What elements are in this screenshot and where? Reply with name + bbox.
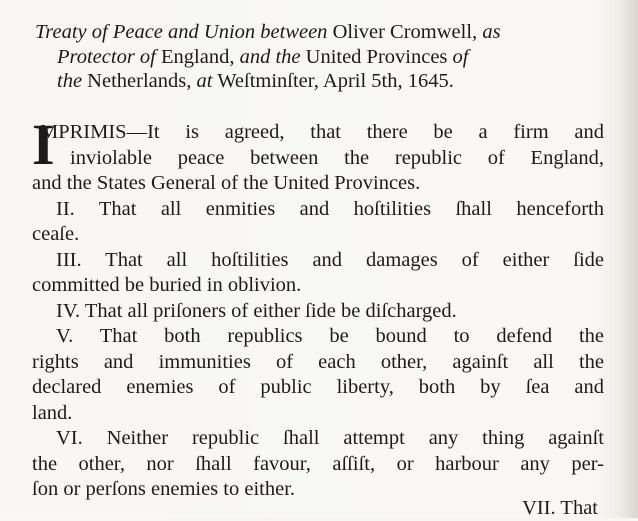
heading-line-2: Protector of England, and the United Provinces of (57, 45, 469, 68)
article-3-line-1: III. That all hoſtilities and damages of either ſide (56, 248, 604, 271)
article-5 (32, 324, 604, 426)
catchword: VII. That (522, 497, 598, 519)
heading-line-3: the Netherlands, at Weſtminſter, April 5th, 1645. (57, 70, 454, 92)
heading-line-1: Treaty of Peace and Union between Oliver Cromwell, as (35, 21, 501, 43)
drop-cap: I (32, 112, 55, 177)
article-4-line-1: IV. That all priſoners of either ſide be diſcharged. (56, 299, 457, 322)
article-2-line-1: II. That all enmities and hoſtilities ſhall henceforth (56, 197, 604, 220)
article-6-line-2: the other, nor ſhall favour, aſſiſt, or harbour any per- (32, 452, 604, 475)
treaty-articles (32, 112, 604, 503)
article-5-line-3: declared enemies of public liberty, both by ſea and (32, 376, 604, 398)
article-6-line-1: VI. Neither republic ſhall attempt any thing againſt (56, 427, 604, 449)
article-1 (32, 112, 604, 197)
article-3-line-2: committed be buried in oblivion. (32, 274, 302, 296)
article-2-line-2: ceaſe. (32, 223, 80, 245)
article-1-line-1: MPRIMIS—It is agreed, that there be a firm and (40, 121, 604, 143)
article-6-line-3: ſon or perſons enemies to either. (32, 478, 296, 500)
article-4 (32, 299, 604, 325)
article-5-line-4: land. (32, 401, 73, 424)
article-5-line-1: V. That both republics be bound to defend the (56, 325, 604, 347)
article-5-line-2: rights and immunities of each other, againſt all the (32, 350, 604, 373)
article-6 (32, 426, 604, 503)
article-2 (32, 197, 604, 248)
article-1-line-2: inviolable peace between the republic of England, (70, 146, 604, 169)
article-3 (32, 248, 604, 299)
treaty-heading (35, 20, 607, 94)
article-1-line-3: and the States General of the United Provinces. (32, 172, 421, 194)
